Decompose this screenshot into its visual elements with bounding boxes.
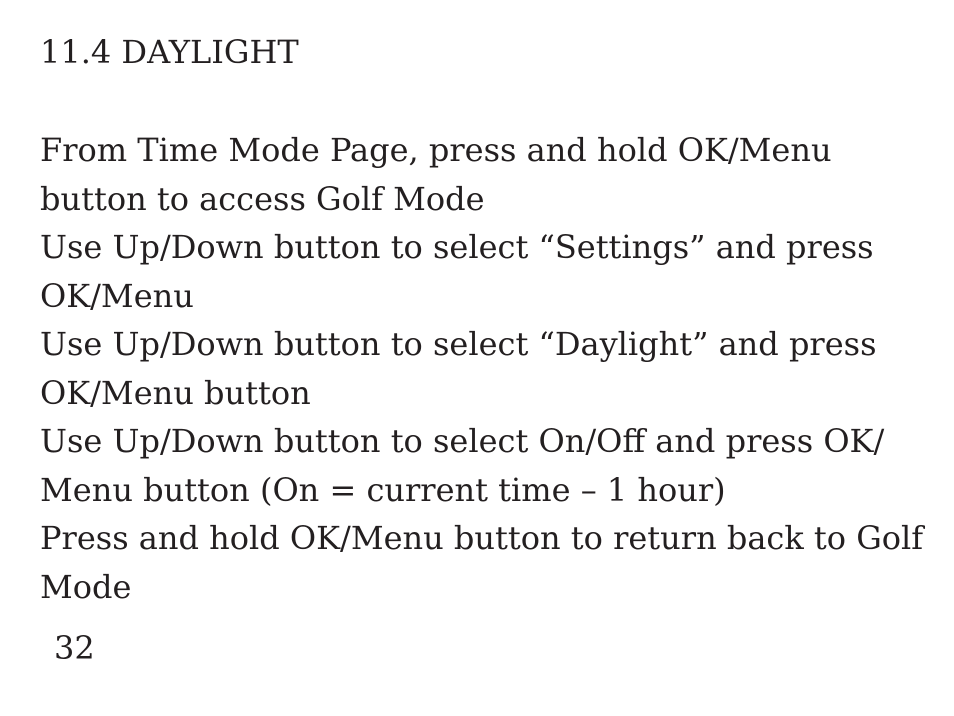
instruction-step: From Time Mode Page, press and hold OK/Menu button to access Golf Mode xyxy=(40,131,832,218)
instruction-steps xyxy=(40,126,940,611)
instruction-step: Use Up/Down button to select On/Off and press OK/ Menu button (On = current time – 1 hour) xyxy=(40,422,885,509)
section-title: 11.4 DAYLIGHT xyxy=(40,33,299,71)
instruction-step: Use Up/Down button to select “Daylight” and press OK/Menu button xyxy=(40,325,877,412)
page-number: 32 xyxy=(54,629,95,667)
instruction-step: Press and hold OK/Menu button to return back to Golf Mode xyxy=(40,519,924,606)
instruction-step: Use Up/Down button to select “Settings” and press OK/Menu xyxy=(40,228,874,315)
